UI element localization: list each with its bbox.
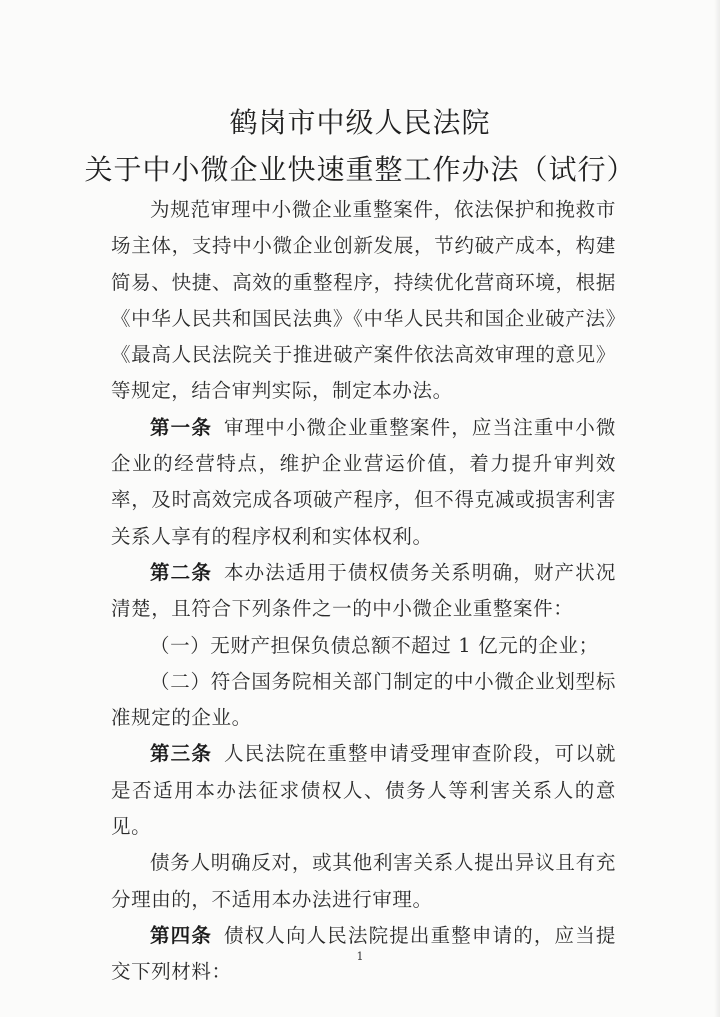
document-body (111, 192, 616, 991)
intro-paragraph: 为规范审理中小微企业重整案件，依法保护和挽救市场主体，支持中小微企业创新发展，节约破产成本，构建简易、快捷、高效的重整程序，持续优化营商环境，根据《中华人民共和国民法典》《中华人民共和国企业破产法》《最高人民法院关于推进破产案件依法高效审理的意见》等规定，结合审判实际，制定本办法。 (111, 198, 616, 403)
article-3-paragraph-2: 债务人明确反对，或其他利害关系人提出异议且有充分理由的，不适用本办法进行审理。 (111, 851, 616, 911)
article-1-text: 审理中小微企业重整案件，应当注重中小微企业的经营特点，维护企业营运价值，着力提升审判效率，及时高效完成各项破产程序，但不得克减或损害利害关系人享有的程序权利和实体权利。 (111, 415, 616, 548)
article-2-label: 第二条 (150, 560, 212, 584)
page-number: 1 (356, 950, 364, 963)
article-3 (111, 736, 616, 845)
document-title: 关于中小微企业快速重整工作办法（试行） (84, 153, 636, 186)
article-2-item-1: （一）无财产担保负债总额不超过 1 亿元的企业； (150, 633, 599, 657)
article-2-item-2: （二）符合国务院相关部门制定的中小微企业划型标准规定的企业。 (111, 669, 616, 730)
article-1-label: 第一条 (150, 415, 212, 439)
article-1 (111, 410, 616, 555)
article-2 (111, 555, 616, 628)
article-2-text: 本办法适用于债权债务关系明确，财产状况清楚，且符合下列条件之一的中小微企业重整案件： (111, 560, 616, 621)
article-4-label: 第四条 (150, 923, 212, 947)
scan-edge-shadow (714, 0, 720, 1017)
article-3-label: 第三条 (150, 742, 212, 766)
article-3-text: 人民法院在重整申请受理审查阶段，可以就是否适用本办法征求债权人、债务人等利害关系人的意见。 (111, 742, 616, 839)
article-4-text: 债权人向人民法院提出重整申请的，应当提交下列材料： (111, 923, 616, 984)
court-title: 鹤岗市中级人民法院 (229, 106, 491, 139)
